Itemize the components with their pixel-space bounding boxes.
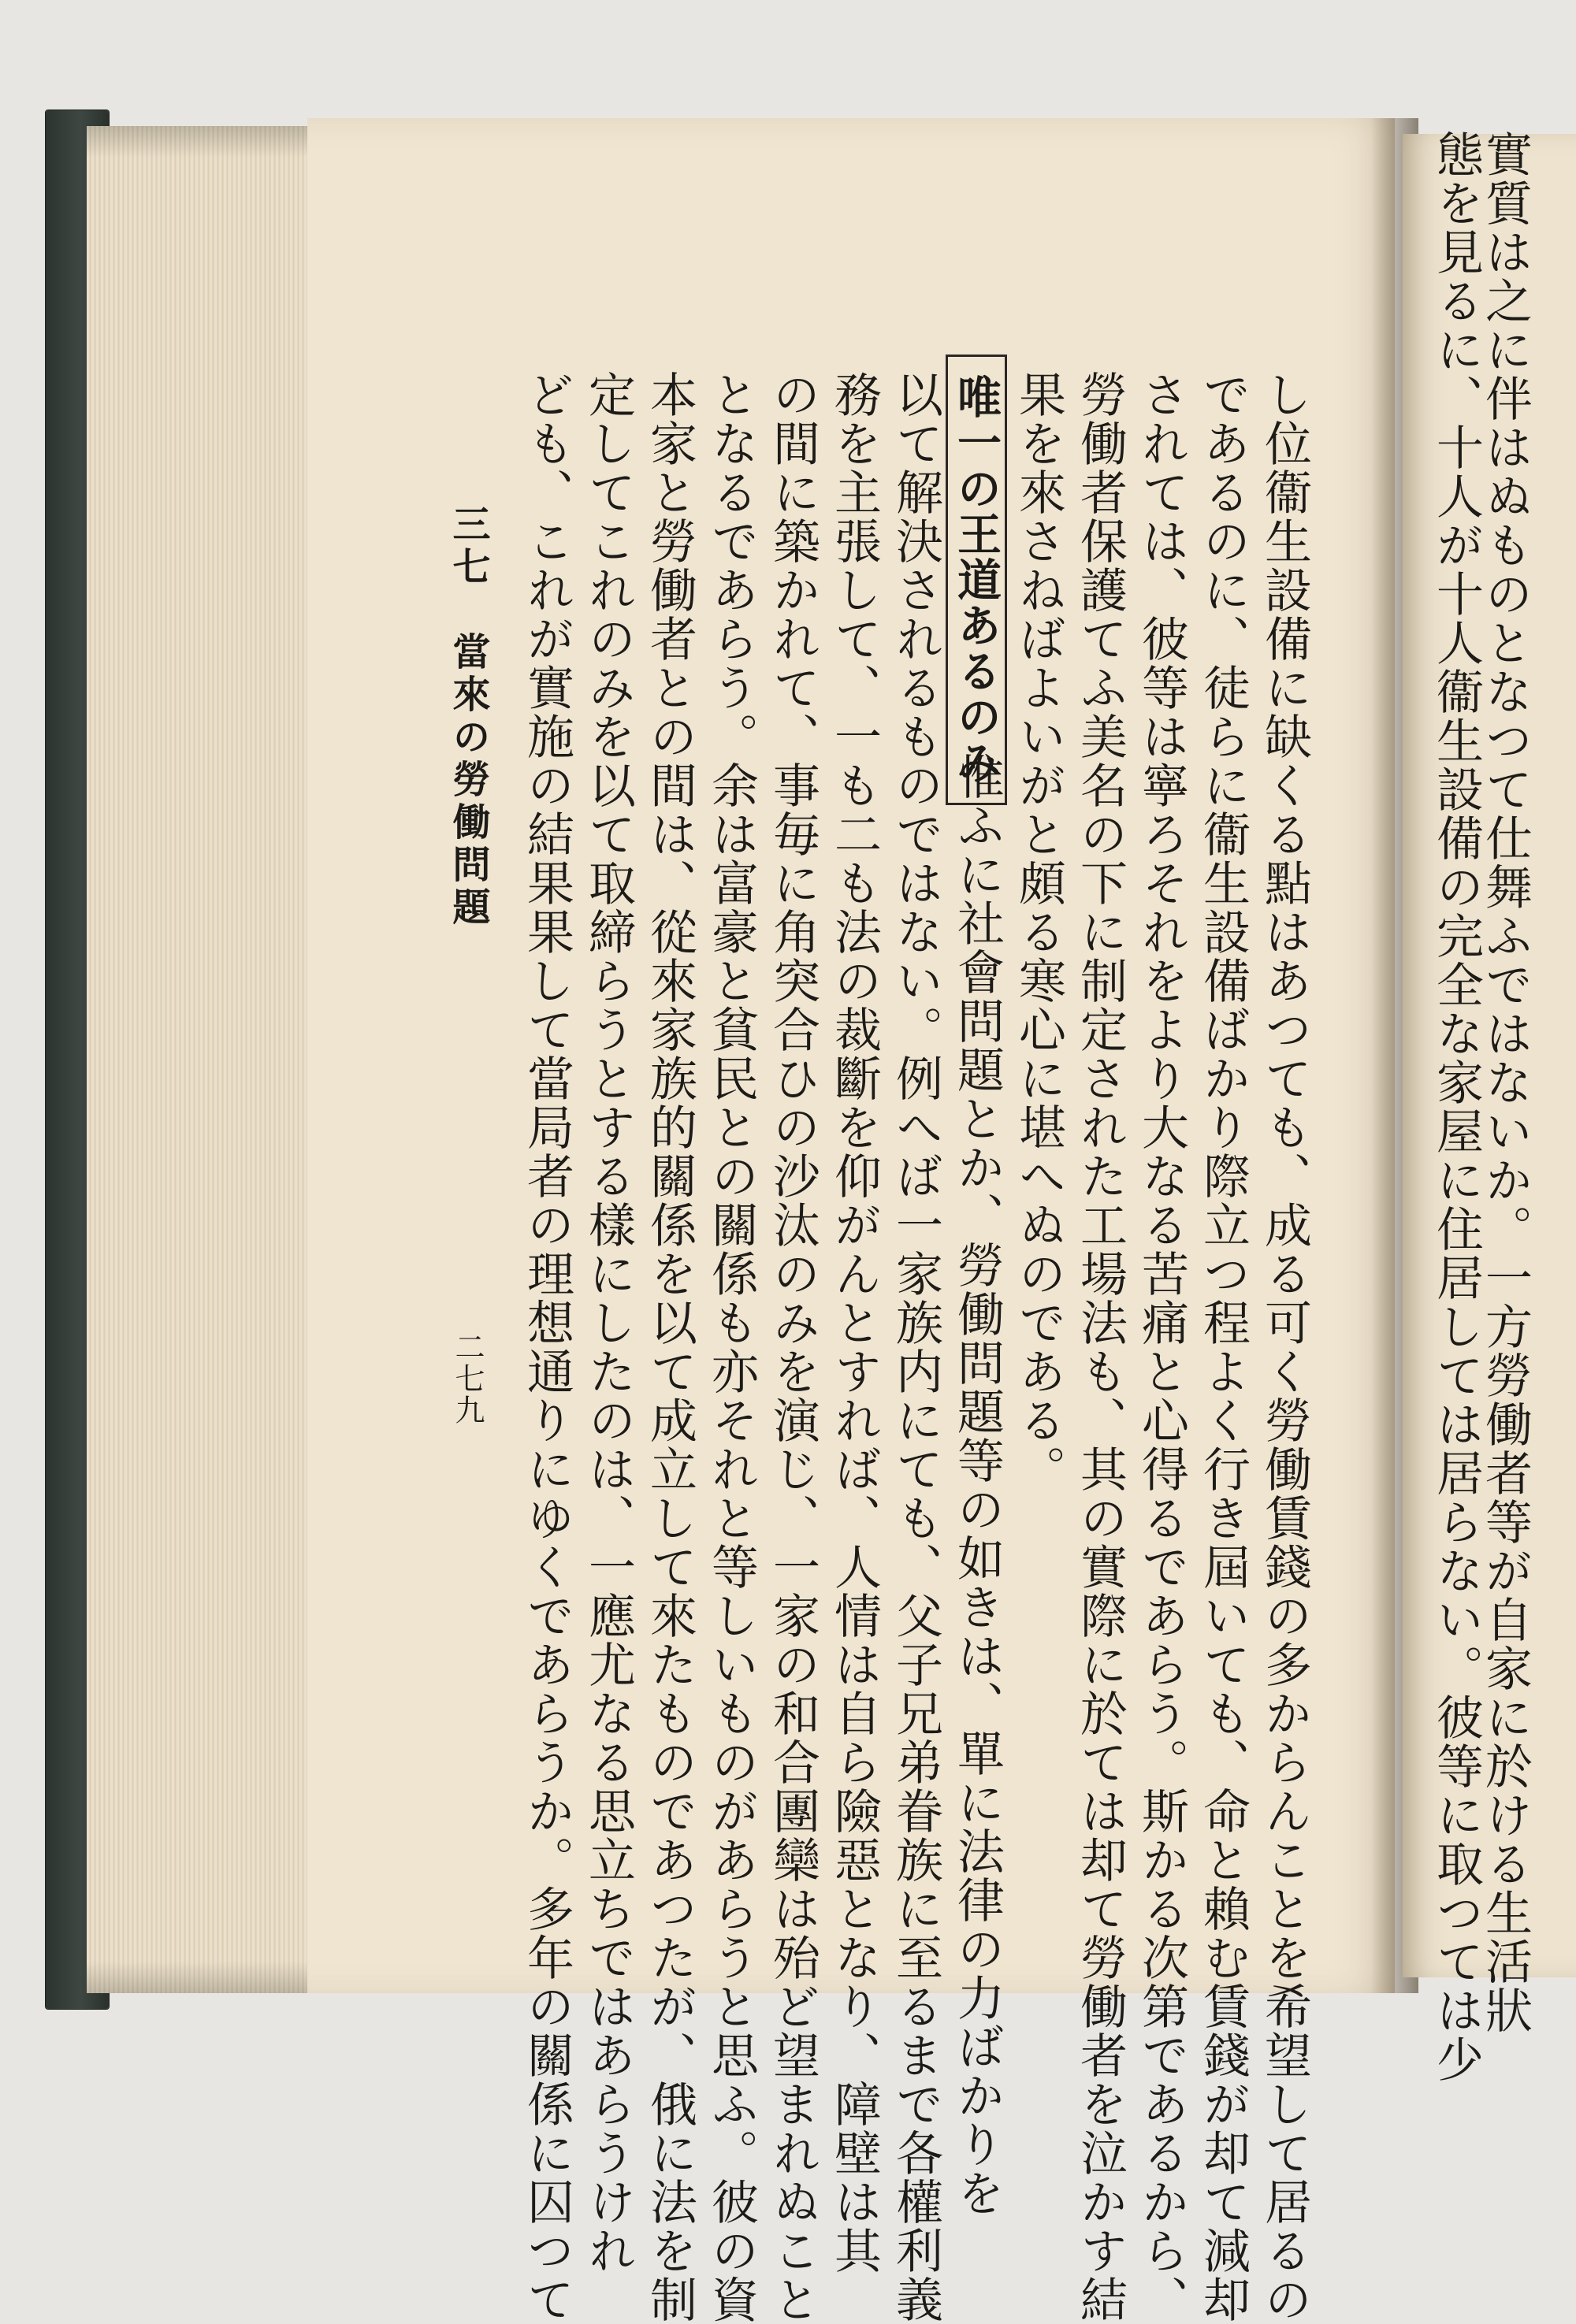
body-line-8: 務を主張して、一も二も法の裁斷を仰がんとすれば、人情は自ら險惡となり、障壁は其	[827, 370, 882, 2275]
body-line-4: 勞働者保護てふ美名の下に制定された工場法も、其の實際に於ては却て勞働者を泣かす結	[1072, 370, 1128, 2324]
right-page-line-2: 實質は之に伴はぬものとなつて仕舞ふではないか。一方勞働者等が自家に於ける生活狀	[1478, 130, 1533, 2035]
body-line-13: ども、これが實施の結果果して當局者の理想通りにゆくであらうか。多年の關係に囚つて	[519, 370, 574, 2324]
body-line-5: 果を來さねばよいがと頗る寒心に堪へぬのである。	[1011, 370, 1066, 1494]
section-heading: 唯一の王道あるのみ	[946, 355, 1007, 805]
body-line-2: であるのに、徒らに衞生設備ばかり際立つ程よく行き屆いても、命と賴む賃錢が却て減却	[1195, 370, 1251, 2324]
body-line-9: の間に築かれて、事毎に角突合ひの沙汰のみを演じ、一家の和合團欒は殆ど望まれぬこと	[765, 370, 820, 2324]
body-line-10: となるであらう。余は富豪と貧民との關係も亦それと等しいものがあらうと思ふ。彼の資	[704, 370, 759, 2324]
body-line-1: し位衞生設備に缺くる點はあつても、成る可く勞働賃錢の多からんことを希望して居るの	[1257, 370, 1312, 2324]
body-line-3: されては、彼等は寧ろそれをより大なる苦痛と心得るであらう。斯かる次第であるから、	[1134, 370, 1189, 2324]
body-line-12: 定してこれのみを以て取締らうとする樣にしたのは、一應尤なる思立ちではあらうけれ	[581, 370, 636, 2275]
body-line-6: 惟ふに社會問題とか、勞働問題等の如きは、單に法律の力ばかりを	[950, 752, 1005, 2218]
running-head: 三七 當來の勞働問題	[446, 504, 490, 930]
right-page-line-1: 態を見るに、十人が十人衞生設備の完全な家屋に住居しては居らない。彼等に取つては少	[1429, 130, 1484, 2084]
page-edges	[87, 126, 324, 1993]
page-number: 二七九	[450, 1331, 485, 1426]
body-line-7: 以て解決されるものではない。例へば一家族内にても、父子兄弟眷族に至るまで各權利義	[888, 370, 943, 2324]
body-line-11: 本家と勞働者との間は、從來家族的關係を以て成立して來たものであつたが、俄に法を制	[642, 370, 697, 2324]
